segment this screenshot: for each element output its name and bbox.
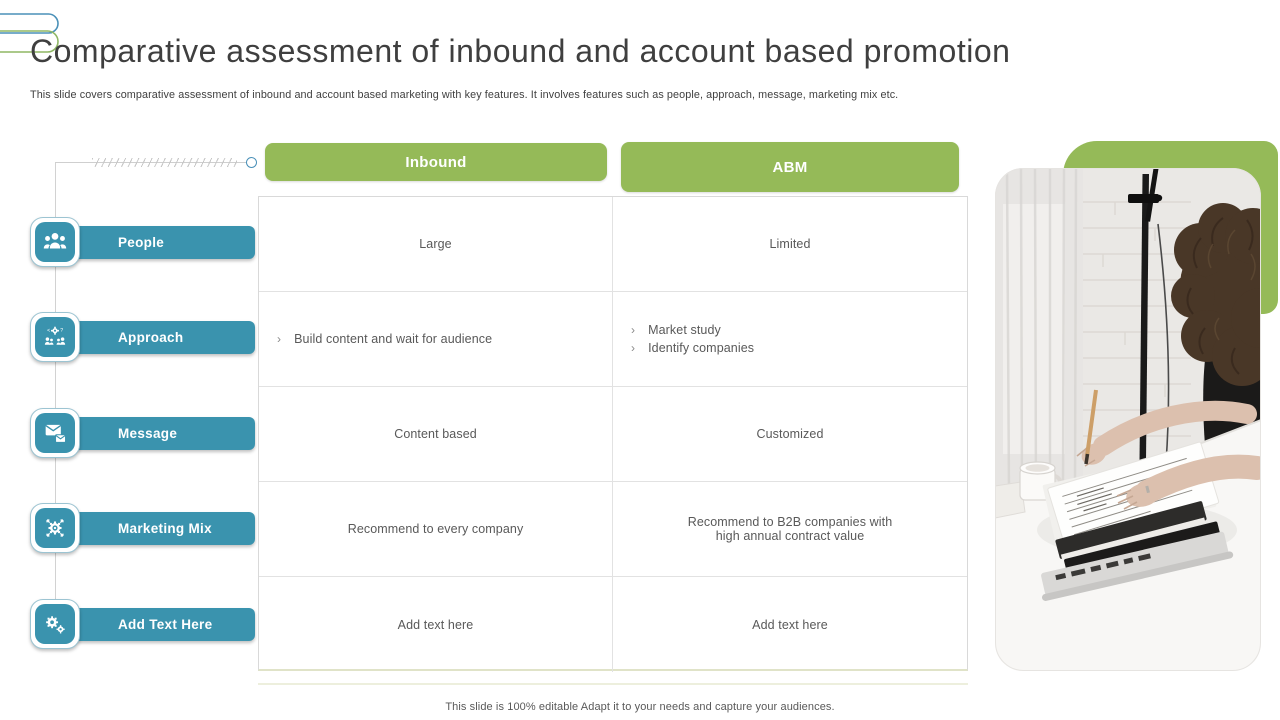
sidebar-item-add-text[interactable] <box>30 599 256 649</box>
approach-icon <box>35 317 75 357</box>
comparison-table <box>258 196 968 671</box>
cell-inbound-approach[interactable]: › Build content and wait for audience <box>259 292 613 386</box>
table-row-marketing-mix <box>259 482 967 577</box>
column-header-abm[interactable]: ABM <box>621 142 959 192</box>
cell-inbound-people[interactable]: Large <box>259 197 613 291</box>
cell-inbound-add-text[interactable]: Add text here <box>259 577 613 672</box>
message-icon <box>35 413 75 453</box>
gears-icon <box>35 604 75 644</box>
svg-text:?: ? <box>60 327 64 334</box>
connector-node-circle <box>246 157 257 168</box>
cell-abm-message[interactable]: Customized <box>756 427 824 441</box>
sidebar-item-label: Marketing Mix <box>118 521 212 536</box>
sidebar-item-message[interactable] <box>30 408 256 458</box>
sidebar-item-label: Approach <box>118 330 184 345</box>
cell-inbound-marketing-mix[interactable]: Recommend to every company <box>259 482 613 576</box>
table-row-message <box>259 387 967 482</box>
sidebar-item-label: Message <box>118 426 178 441</box>
table-row-add-text <box>259 577 967 672</box>
cell-abm-people[interactable]: Limited <box>769 237 811 251</box>
cell-inbound-message[interactable]: Content based <box>259 387 613 481</box>
page-subtitle: This slide covers comparative assessment of inbound and account based marketing with key features. It involves features such as people, approach, message, marketing mix etc. <box>30 89 899 101</box>
marketing-mix-icon <box>35 508 75 548</box>
table-row-approach <box>259 292 967 387</box>
people-icon <box>35 222 75 262</box>
sidebar-item-approach[interactable] <box>30 312 256 362</box>
table-row-people <box>259 197 967 292</box>
cell-abm-marketing-mix[interactable]: Recommend to B2B companies with high annual contract value <box>687 515 893 543</box>
footer-note: This slide is 100% editable Adapt it to your needs and capture your audiences. <box>445 701 835 713</box>
bullet-chevron: › <box>631 322 636 337</box>
bullet-chevron: › <box>277 331 282 346</box>
table-underline-accent <box>258 683 968 685</box>
sidebar-item-label: People <box>118 235 165 250</box>
sidebar-item-people[interactable] <box>30 217 256 267</box>
cell-abm-approach[interactable]: › Market study › Identify companies <box>631 322 755 355</box>
bullet-chevron: › <box>631 341 636 355</box>
column-header-inbound[interactable]: Inbound <box>265 143 607 181</box>
connector-hatch-pattern <box>92 158 237 167</box>
sidebar-item-label: Add Text Here <box>118 617 213 632</box>
photo-woman-writing <box>995 168 1261 671</box>
svg-text:<: < <box>47 327 51 334</box>
cell-abm-add-text[interactable]: Add text here <box>752 617 828 632</box>
sidebar-item-marketing-mix[interactable] <box>30 503 256 553</box>
page-title: Comparative assessment of inbound and account based promotion <box>30 33 1011 69</box>
